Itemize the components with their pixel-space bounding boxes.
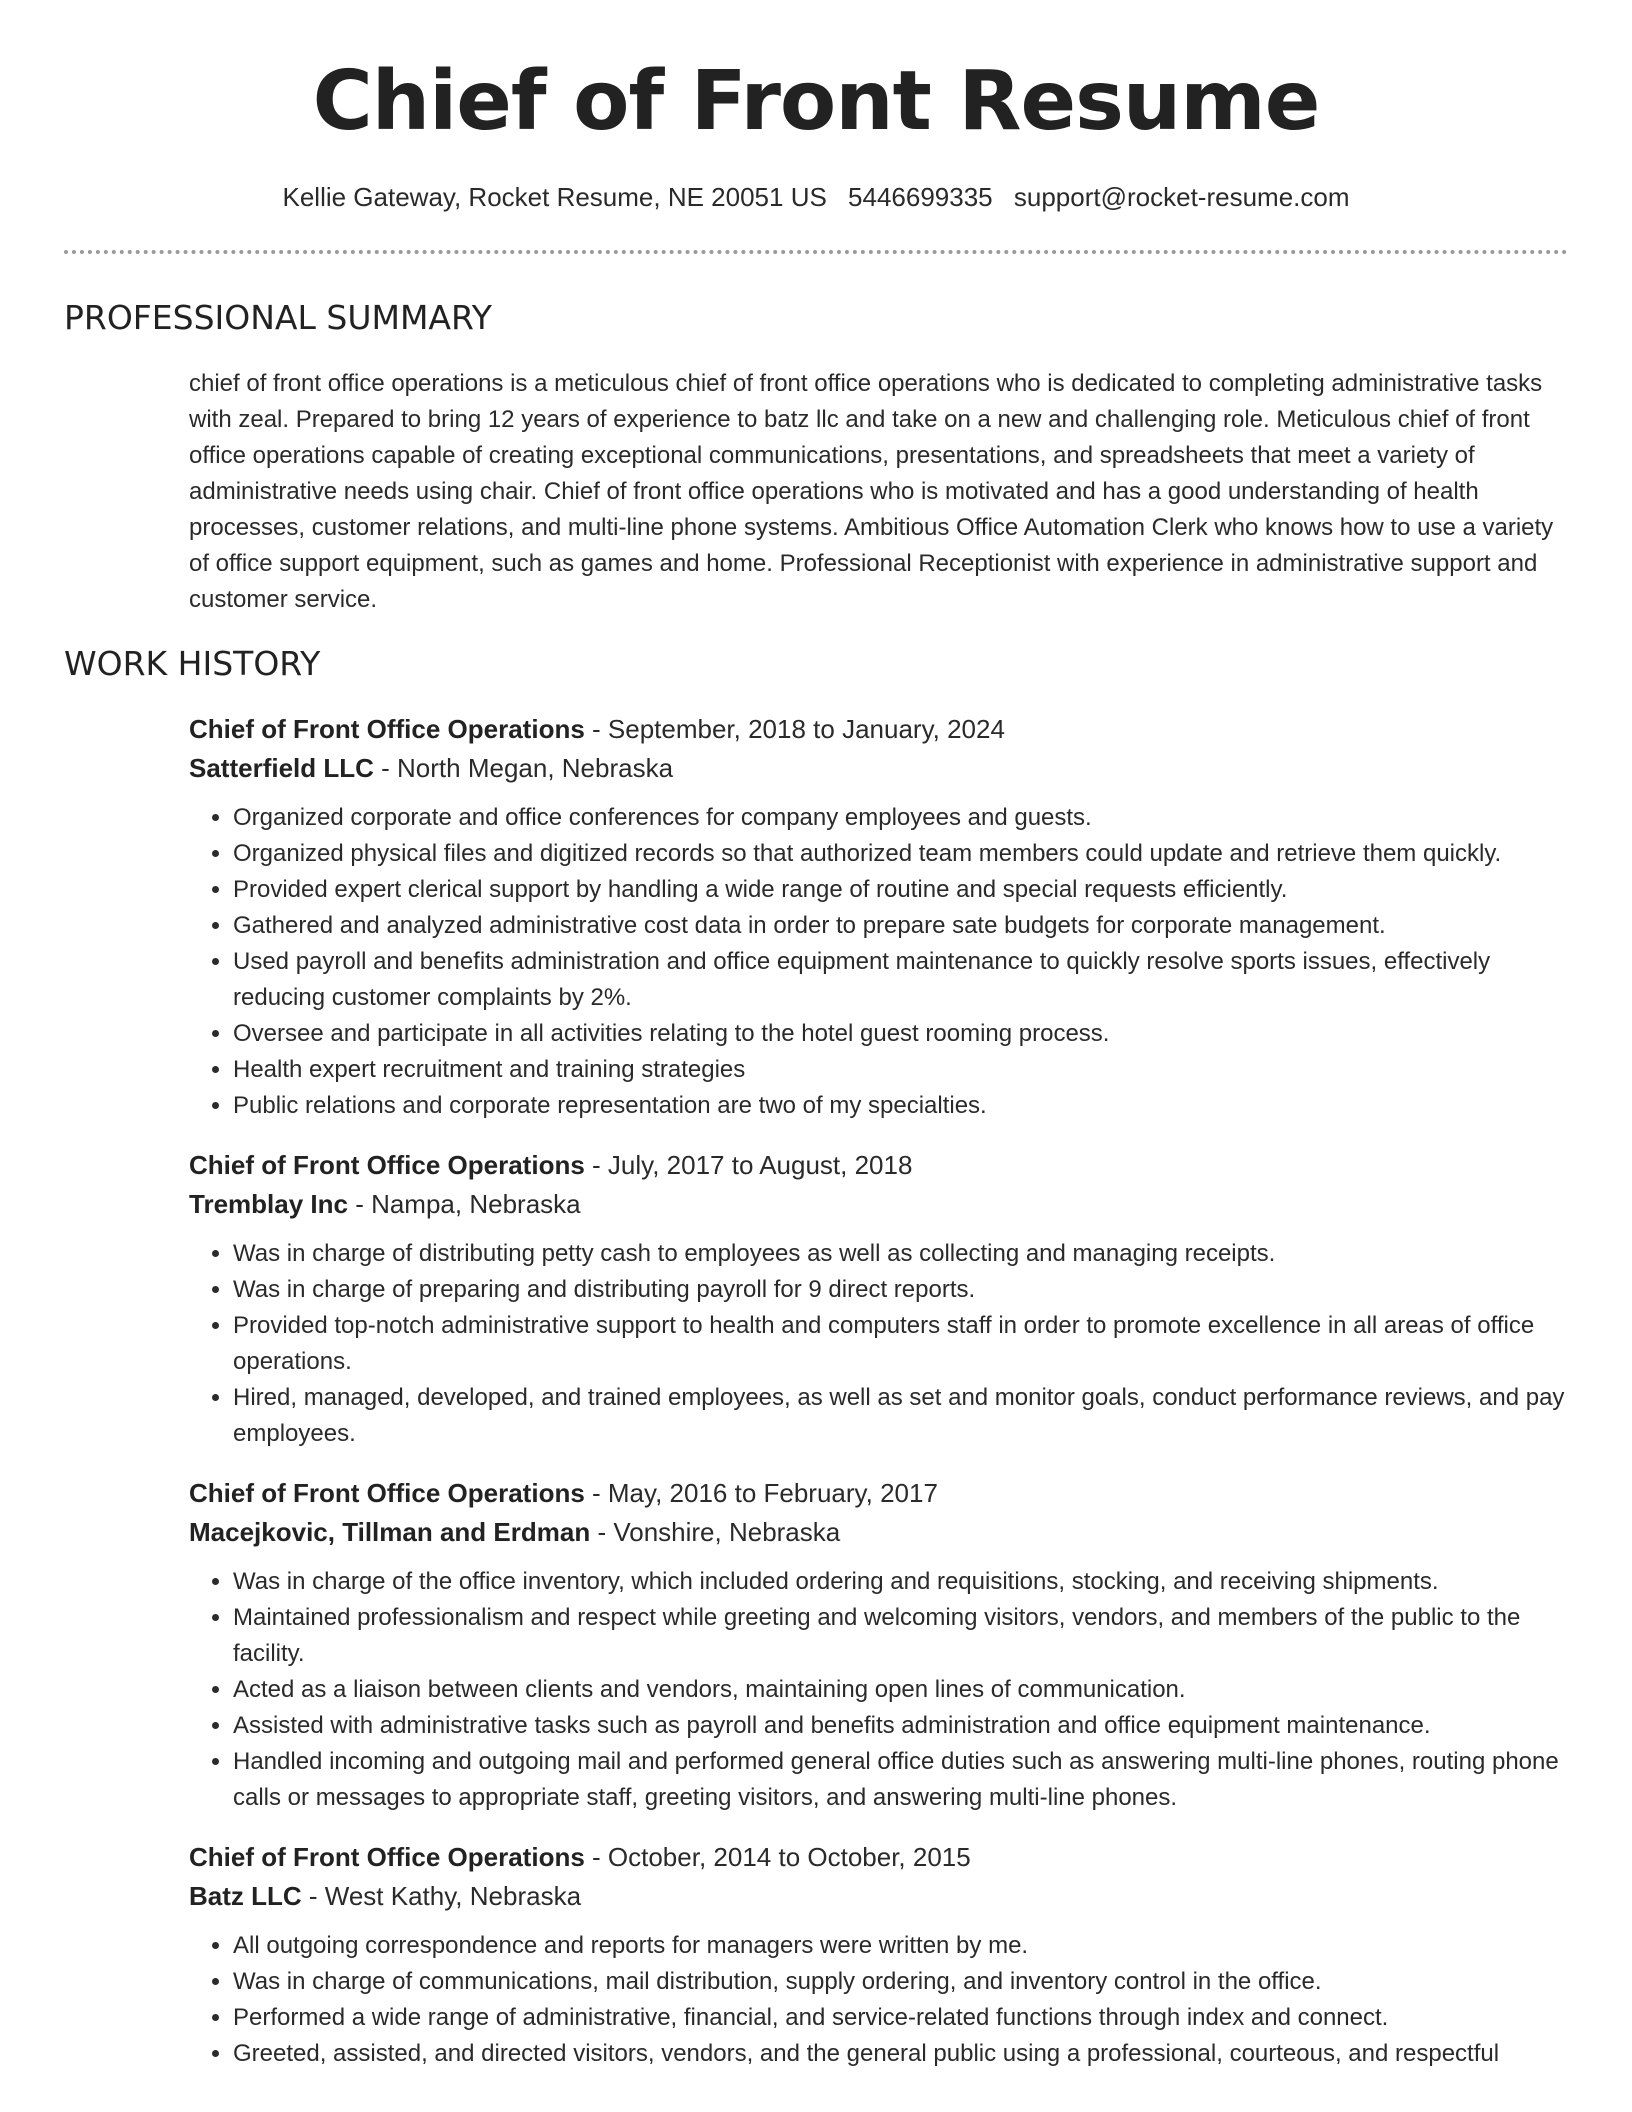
job-bullet: • All outgoing correspondence and reports for managers were written by me. <box>233 1928 1567 1964</box>
job-title: Chief of Front Office Operations <box>189 1842 585 1872</box>
job-company: Macejkovic, Tillman and Erdman <box>189 1517 591 1547</box>
job-bullet: • Was in charge of the office inventory, which included ordering and requisitions, stocking, and receiving shipments. <box>233 1564 1567 1600</box>
job-bullet: • Maintained professionalism and respect while greeting and welcoming visitors, vendors, and members of the public to the facility. <box>233 1600 1567 1672</box>
job-bullet: • Gathered and analyzed administrative cost data in order to prepare sate budgets for corporate management. <box>233 908 1567 944</box>
job-entry <box>189 1838 1567 2072</box>
job-bullet: • Provided top-notch administrative support to health and computers staff in order to promote excellence in all areas of office operations. <box>233 1308 1567 1380</box>
job-title: Chief of Front Office Operations <box>189 714 585 744</box>
job-entry <box>189 1474 1567 1816</box>
job-company-line <box>189 1513 1567 1552</box>
job-dates: - September, 2018 to January, 2024 <box>584 714 1005 744</box>
job-bullets <box>189 800 1567 1124</box>
contact-line <box>0 180 1632 214</box>
job-bullet: • Provided expert clerical support by handling a wide range of routine and special requests efficiently. <box>233 872 1567 908</box>
job-company: Tremblay Inc <box>189 1189 348 1219</box>
job-bullet: • Was in charge of preparing and distributing payroll for 9 direct reports. <box>233 1272 1567 1308</box>
contact-email: support@rocket-resume.com <box>1013 182 1350 212</box>
contact-address: Kellie Gateway, Rocket Resume, NE 20051 US <box>282 182 827 212</box>
job-bullet: • Health expert recruitment and training strategies <box>233 1052 1567 1088</box>
job-bullets <box>189 1236 1567 1452</box>
job-company-line <box>189 1877 1567 1916</box>
job-location: - West Kathy, Nebraska <box>301 1881 582 1911</box>
job-location: - Vonshire, Nebraska <box>590 1517 841 1547</box>
work-history-heading: WORK HISTORY <box>64 644 321 683</box>
job-bullet: • Oversee and participate in all activities relating to the hotel guest rooming process. <box>233 1016 1567 1052</box>
job-bullets <box>189 1928 1567 2072</box>
job-bullet: • Organized corporate and office conferences for company employees and guests. <box>233 800 1567 836</box>
job-location: - North Megan, Nebraska <box>373 753 674 783</box>
job-company-line <box>189 1185 1567 1224</box>
job-dates: - October, 2014 to October, 2015 <box>584 1842 971 1872</box>
work-history-list <box>189 710 1567 2094</box>
job-bullet: • Was in charge of distributing petty cash to employees as well as collecting and managing receipts. <box>233 1236 1567 1272</box>
job-title: Chief of Front Office Operations <box>189 1150 585 1180</box>
job-bullet: • Public relations and corporate representation are two of my specialties. <box>233 1088 1567 1124</box>
job-bullet: • Acted as a liaison between clients and vendors, maintaining open lines of communication. <box>233 1672 1567 1708</box>
job-company-line <box>189 749 1567 788</box>
job-bullet: • Used payroll and benefits administration and office equipment maintenance to quickly resolve sports issues, effectively reducing customer complaints by 2%. <box>233 944 1567 1016</box>
job-bullet: • Assisted with administrative tasks such as payroll and benefits administration and office equipment maintenance. <box>233 1708 1567 1744</box>
job-dates: - July, 2017 to August, 2018 <box>584 1150 913 1180</box>
job-bullet: • Was in charge of communications, mail distribution, supply ordering, and inventory control in the office. <box>233 1964 1567 2000</box>
job-bullets <box>189 1564 1567 1816</box>
job-entry <box>189 1146 1567 1452</box>
job-entry <box>189 710 1567 1124</box>
job-company: Batz LLC <box>189 1881 302 1911</box>
contact-phone: 5446699335 <box>848 182 993 212</box>
job-bullet: • Performed a wide range of administrative, financial, and service-related functions through index and connect. <box>233 2000 1567 2036</box>
job-title-line <box>189 710 1567 749</box>
job-company: Satterfield LLC <box>189 753 374 783</box>
resume-title: Chief of Front Resume <box>312 54 1320 149</box>
job-bullet: • Hired, managed, developed, and trained employees, as well as set and monitor goals, conduct performance reviews, and pay employees. <box>233 1380 1567 1452</box>
job-bullet: • Organized physical files and digitized records so that authorized team members could update and retrieve them quickly. <box>233 836 1567 872</box>
job-bullet: • Handled incoming and outgoing mail and performed general office duties such as answering multi-line phones, routing phone calls or messages to appropriate staff, greeting visitors, and answering multi-line phones. <box>233 1744 1567 1816</box>
header-divider <box>64 250 1568 254</box>
job-dates: - May, 2016 to February, 2017 <box>584 1478 938 1508</box>
job-title-line <box>189 1146 1567 1185</box>
summary-text: chief of front office operations is a meticulous chief of front office operations who is dedicated to completing administrative tasks with zeal. Prepared to bring 12 years of experience to batz llc and take on a new and challenging role. Meticulous chief of front office operations capable of creating exceptional communications, presentations, and spreadsheets that meet a variety of administrative needs using chair. Chief of front office operations who is motivated and has a good understanding of health processes, customer relations, and multi-line phone systems. Ambitious Office Automation Clerk who knows how to use a variety of office support equipment, such as games and home. Professional Receptionist with experience in administrative support and customer service. <box>189 370 1554 613</box>
summary-heading: PROFESSIONAL SUMMARY <box>64 298 492 337</box>
job-title: Chief of Front Office Operations <box>189 1478 585 1508</box>
job-location: - Nampa, Nebraska <box>347 1189 581 1219</box>
job-title-line <box>189 1838 1567 1877</box>
job-title-line <box>189 1474 1567 1513</box>
job-bullet: • Greeted, assisted, and directed visitors, vendors, and the general public using a professional, courteous, and respectful <box>233 2036 1567 2072</box>
